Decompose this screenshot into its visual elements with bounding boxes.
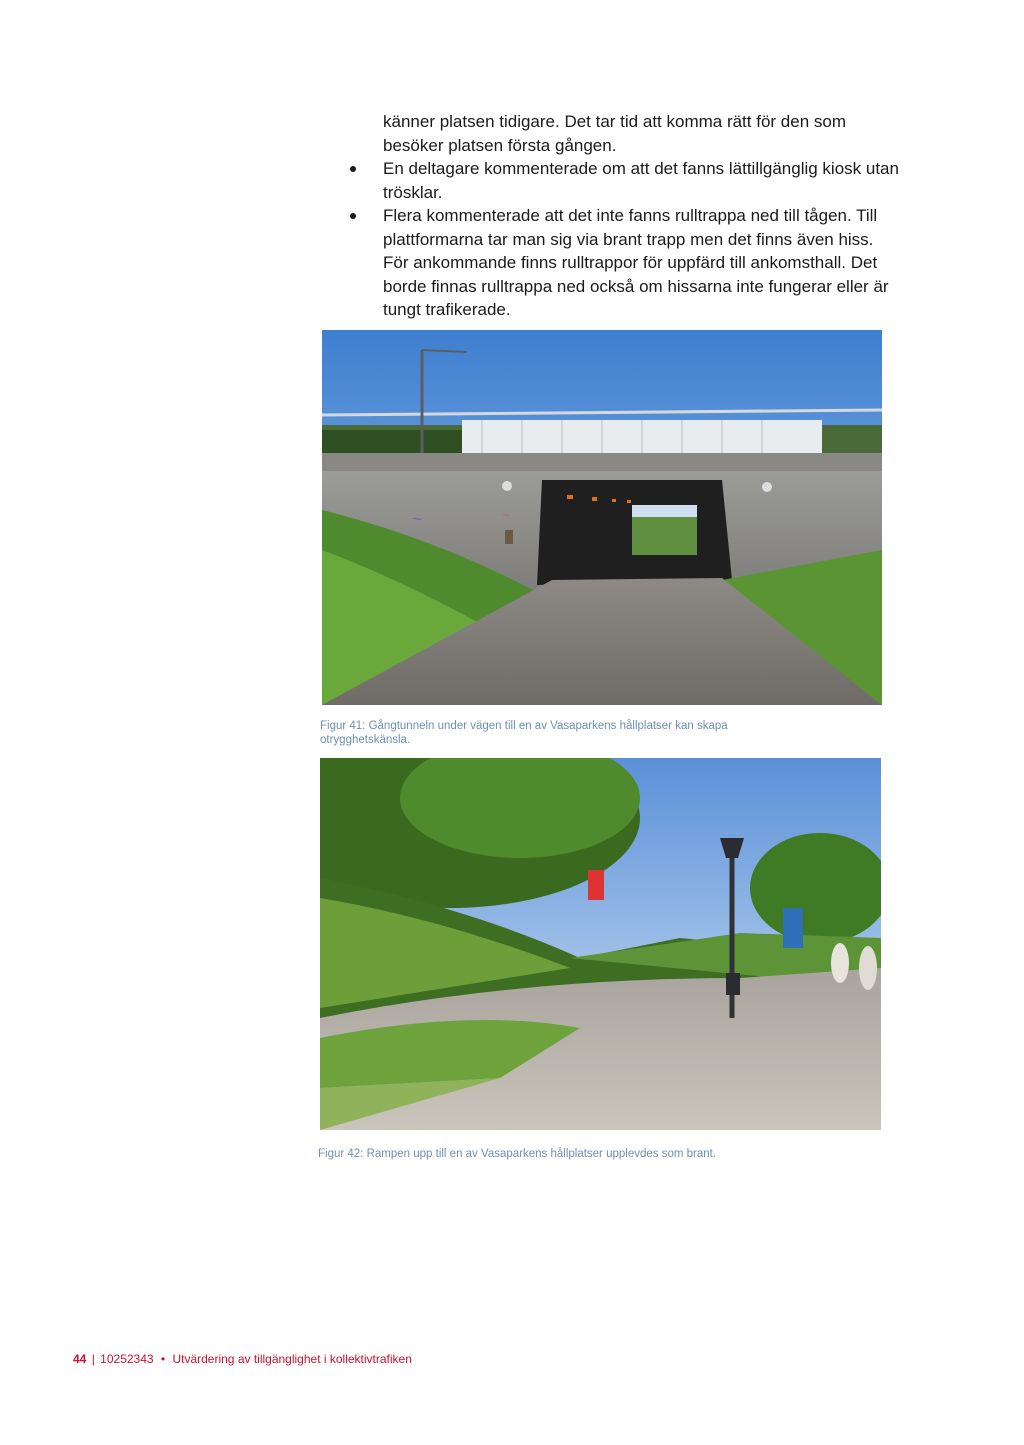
figure-42-caption: Figur 42: Rampen upp till en av Vasaparkens hållplatser upplevdes som brant.	[318, 1148, 717, 1160]
page-footer	[73, 1352, 412, 1366]
bullet-list	[383, 157, 903, 322]
bullet-item	[383, 204, 903, 322]
footer-separator: |	[91, 1352, 95, 1366]
svg-text:~: ~	[502, 507, 511, 523]
continuation-paragraph: känner platsen tidigare. Det tar tid att komma rätt för den som besöker platsen första gången.	[383, 112, 846, 155]
footer-bullet: •	[160, 1352, 166, 1366]
ramp-photo	[320, 758, 881, 1130]
bullet-text: En deltagare kommenterade om att det fanns lättillgänglig kiosk utan trösklar.	[383, 159, 899, 202]
document-title: Utvärdering av tillgänglighet i kollektivtrafiken	[172, 1352, 412, 1366]
figure-41-caption: Figur 41: Gångtunneln under vägen till en av Vasaparkens hållplatser kan skapa otrygghetskänsla.	[320, 720, 728, 746]
body-text	[383, 110, 903, 322]
tunnel-photo	[322, 330, 882, 705]
document-number: 10252343	[100, 1352, 154, 1366]
bullet-icon	[350, 213, 356, 219]
page-number: 44	[73, 1352, 87, 1366]
bullet-icon	[350, 166, 356, 172]
bullet-text: Flera kommenterade att det inte fanns rulltrappa ned till tågen. Till plattformarna tar man sig via brant trapp men det finns även hiss. För ankommande finns rulltrappor för uppfärd till ankomsthall. Det borde finnas rulltrappa ned också om hissarna inte fungerar eller är tungt trafikerade.	[383, 206, 889, 319]
svg-text:~: ~	[412, 509, 423, 529]
bullet-item	[383, 157, 903, 204]
